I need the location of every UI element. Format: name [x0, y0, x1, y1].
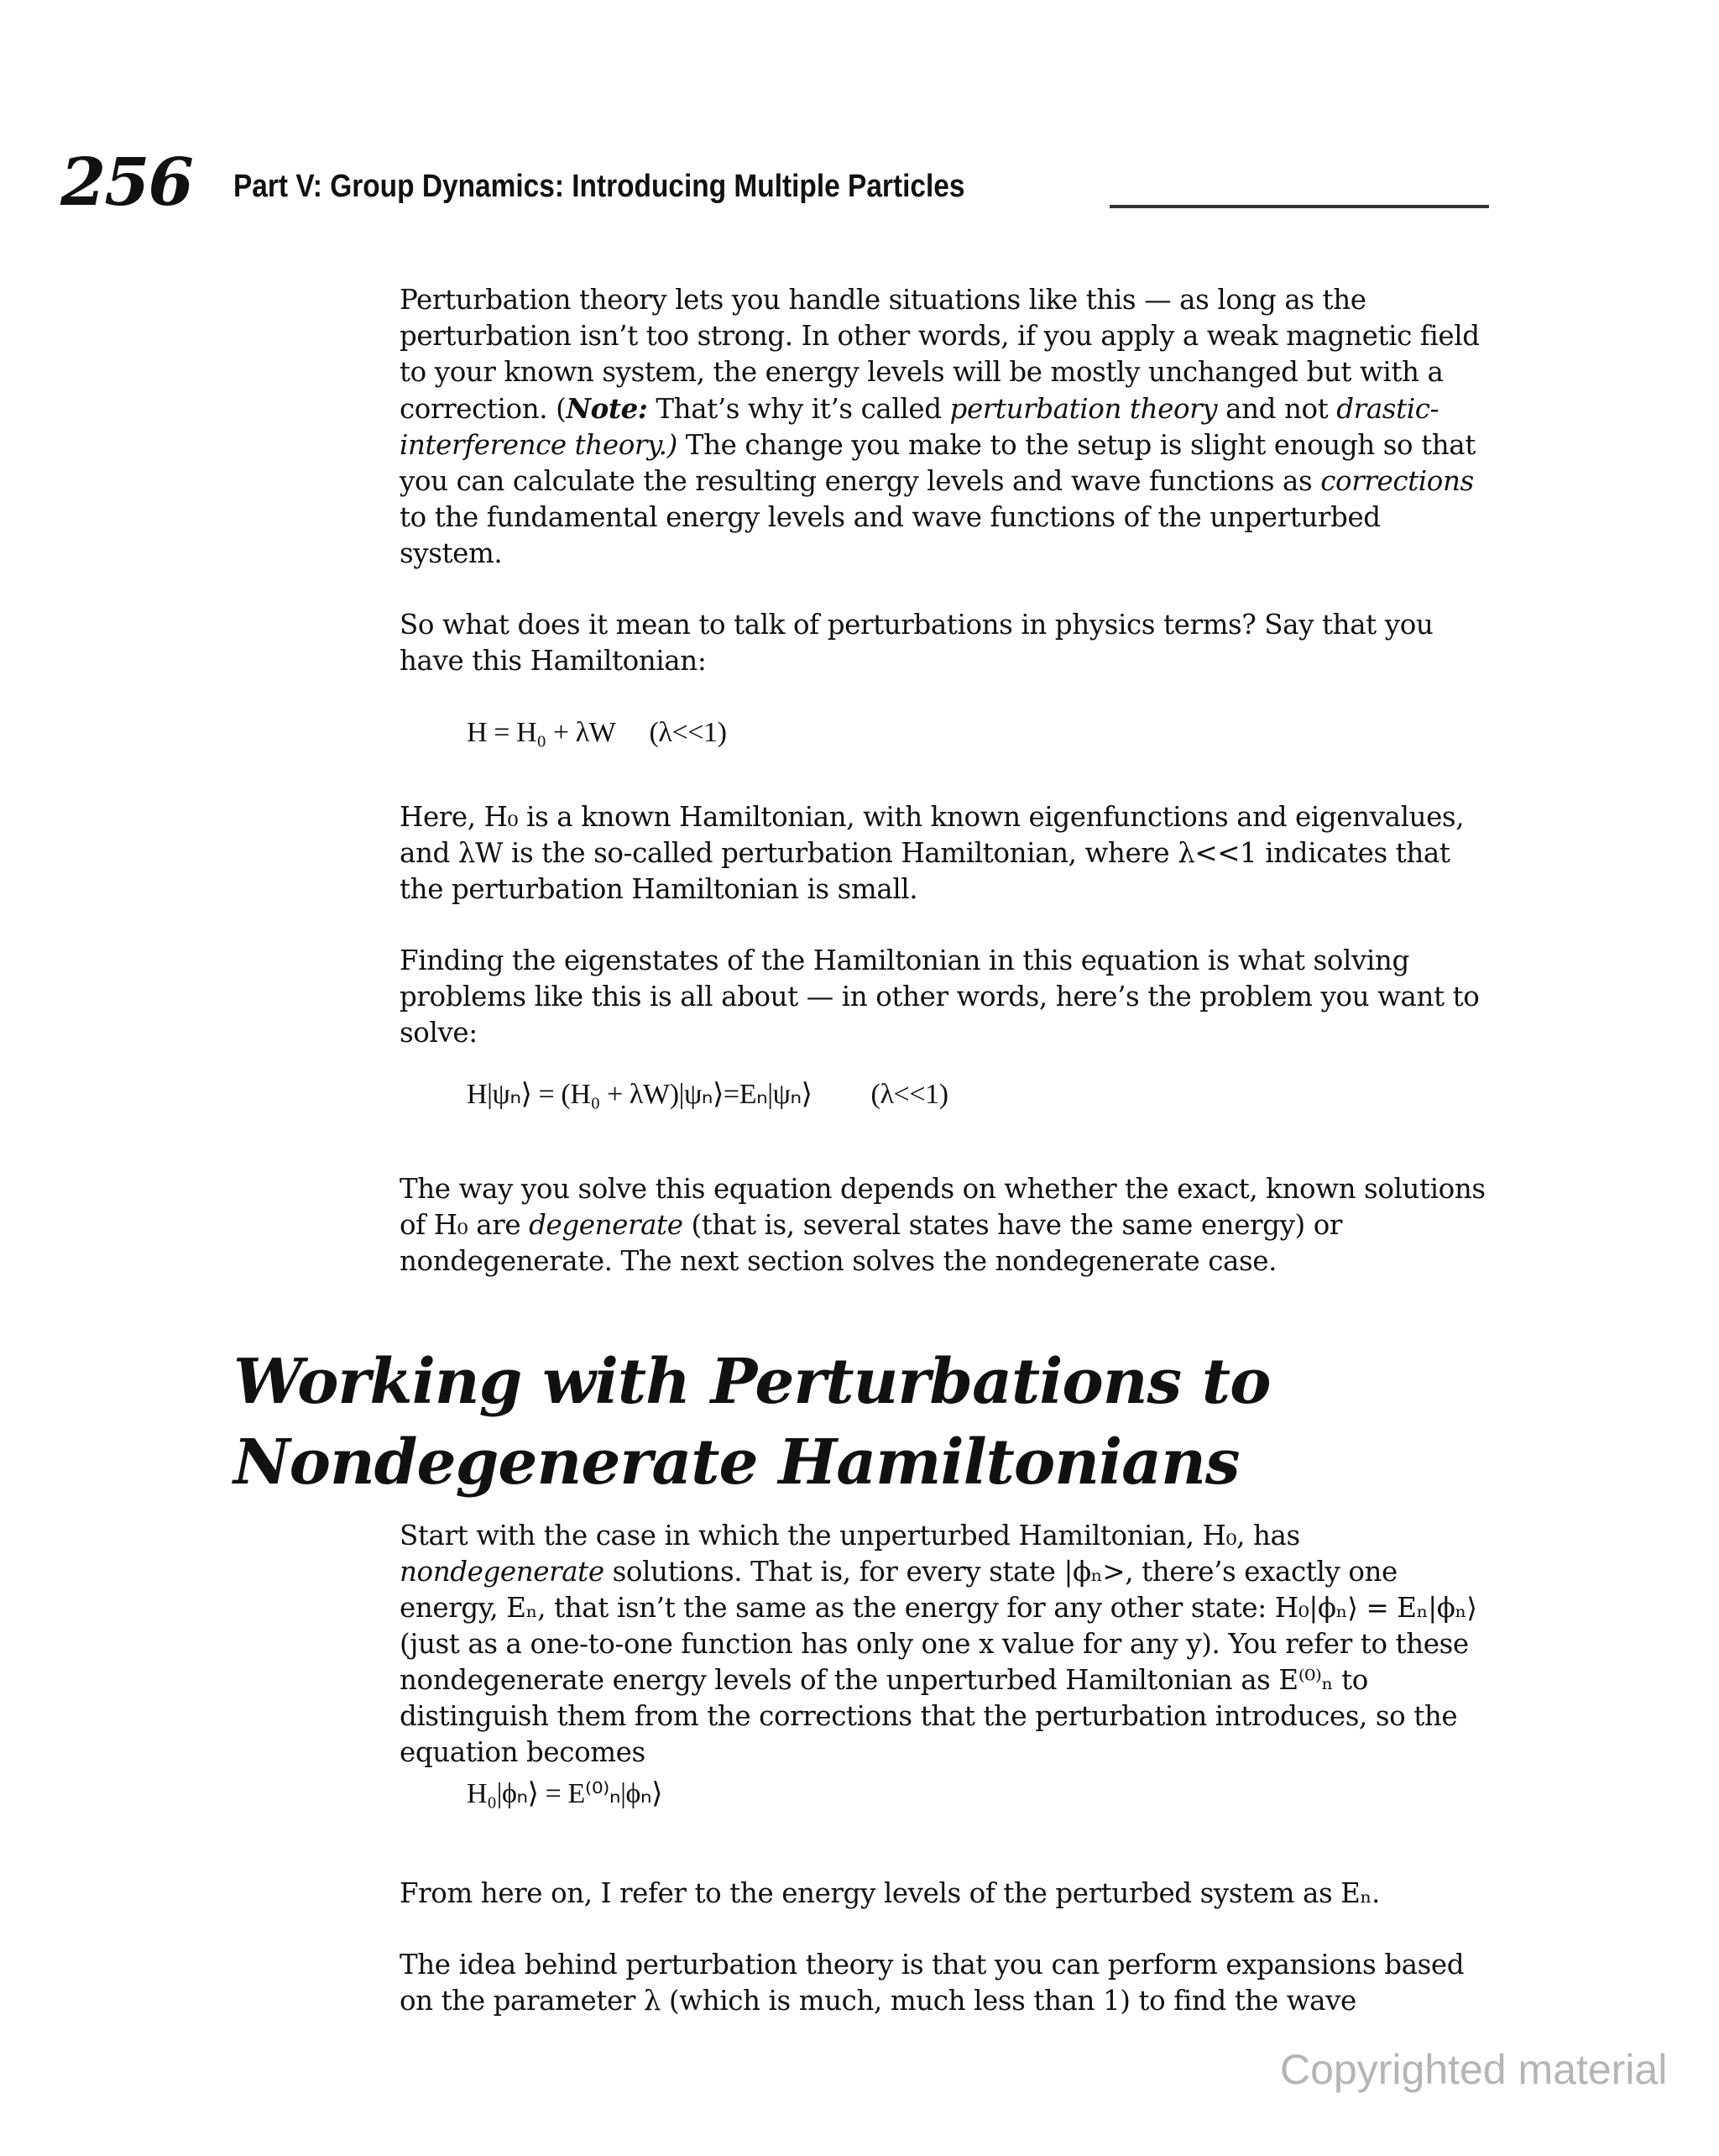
intro-body: [400, 282, 1491, 1315]
page-header: [60, 144, 1487, 221]
paragraph-perturbed-levels: From here on, I refer to the energy levels of the perturbed system as Eₙ.: [400, 1877, 1381, 1909]
section-body: [400, 1518, 1491, 2054]
copyright-watermark: Copyrighted material: [1280, 2046, 1668, 2093]
paragraph-eigenstates: Finding the eigenstates of the Hamiltonian in this equation is what solving problems like this is all about — in other words, here’s the problem you want to solve:: [400, 945, 1480, 1049]
section-heading: Working with Perturbations to Nondegenerate Hamiltonians: [233, 1346, 1271, 1499]
paragraph-nondegenerate: Start with the case in which the unperturbed Hamiltonian, H₀, has nondegenerate solutions. That is, for every state |ϕₙ>, there’s exactly one energy, Eₙ, that isn’t the same as the energy for any other state: H₀|ϕₙ⟩ = Eₙ|ϕₙ⟩ (just as a one-to-one function has only one x value for any y). You refer to these nondegenerate energy levels of the unperturbed Hamiltonian as E⁽⁰⁾ₙ to distinguish them from the corrections that the perturbation introduces, so the equation becomes: [400, 1520, 1477, 1768]
paragraph-physics-terms: So what does it mean to talk of perturbations in physics terms? Say that you have this Hamiltonian:: [400, 609, 1434, 677]
equation-unperturbed: H₀|ϕₙ⟩ = E⁽⁰⁾ₙ|ϕₙ⟩: [467, 1778, 663, 1809]
page-number: 256: [60, 144, 192, 221]
equation-hamiltonian: H = H₀ + λW (λ<<1): [467, 717, 727, 748]
equation-eigenproblem: H|ψₙ⟩ = (H₀ + λW)|ψₙ⟩=Eₙ|ψₙ⟩ (λ<<1): [467, 1079, 948, 1110]
paragraph-expansion: The idea behind perturbation theory is that you can perform expansions based on the parameter λ (which is much, much less than 1) to find the wave: [400, 1949, 1465, 2017]
running-head: Part V: Group Dynamics: Introducing Multiple Particles: [233, 169, 965, 204]
paragraph-perturbation-intro: Perturbation theory lets you handle situations like this — as long as the perturbation isn’t too strong. In other words, if you apply a weak magnetic field to your known system, the energy levels will be mostly unchanged but with a correction. (Note: That’s why it’s called perturbation theory and not drastic-interference theory.) The change you make to the setup is slight enough so that you can calculate the resulting energy levels and wave functions as corrections to the fundamental energy levels and wave functions of the unperturbed system.: [400, 284, 1480, 569]
paragraph-degenerate: The way you solve this equation depends on whether the exact, known solutions of H₀ are degenerate (that is, several states have the same energy) or nondegenerate. The next section solves the nondegenerate case.: [400, 1173, 1486, 1277]
paragraph-h0-explanation: Here, H₀ is a known Hamiltonian, with known eigenfunctions and eigenvalues, and λW is the so-called perturbation Hamiltonian, where λ<<1 indicates that the perturbation Hamiltonian is small.: [400, 801, 1465, 905]
header-rule: [1110, 205, 1489, 208]
